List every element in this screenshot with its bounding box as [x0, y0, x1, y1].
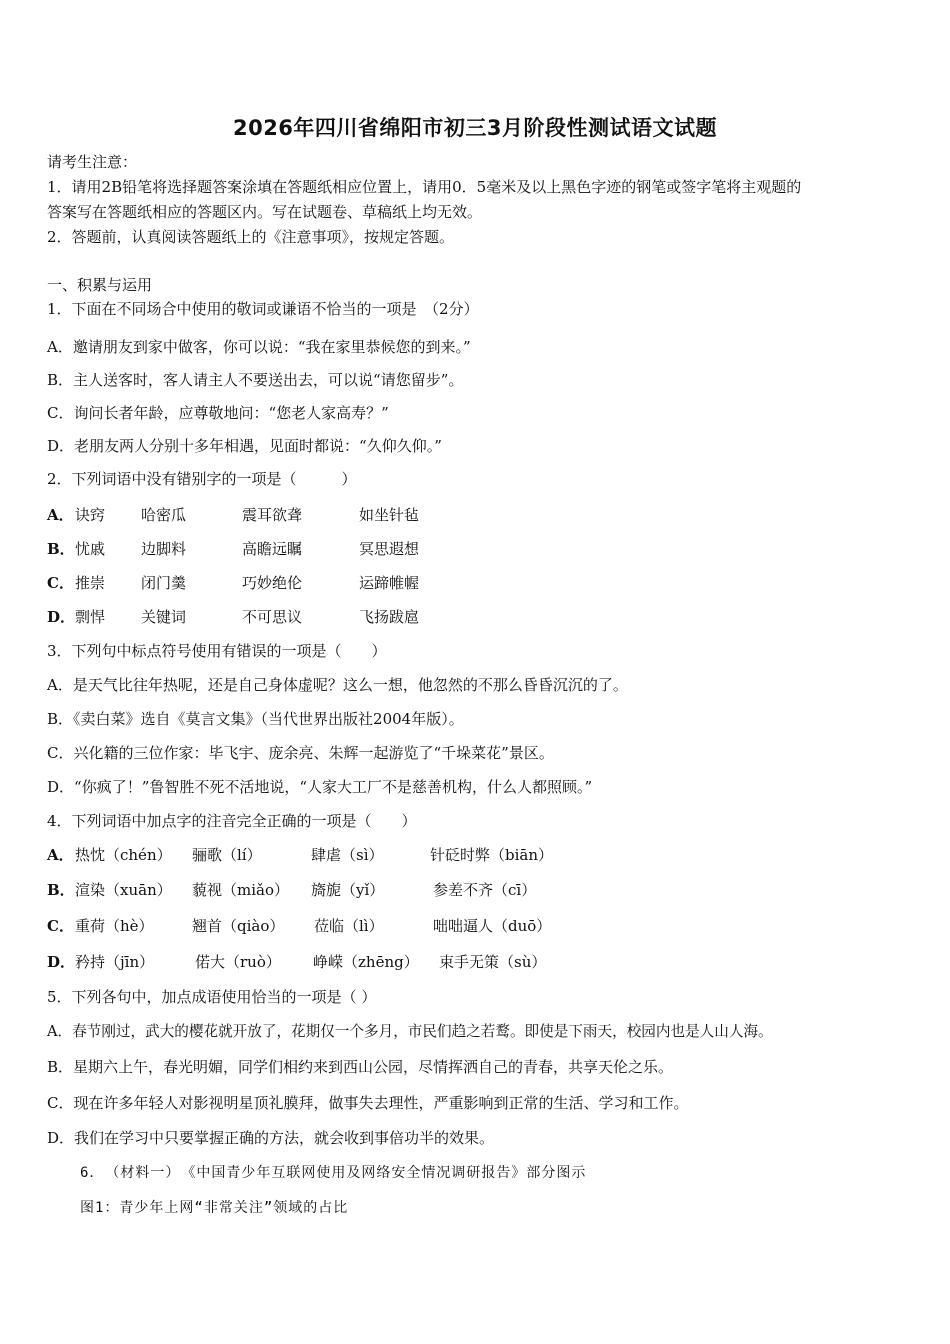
- q3-option-b: B．《卖白菜》选自《莫言文集》（当代世界出版社2004年版）。: [47, 710, 464, 728]
- q5-option-c: C．现在许多年轻人对影视明星顶礼膜拜，做事失去理性，严重影响到正常的生活、学习和工作。: [47, 1094, 689, 1112]
- q2-row-c-word-3: 巧妙绝伦: [242, 574, 303, 592]
- q4-row-d-word-4: 束手无策（sù）: [439, 953, 547, 971]
- q4-row-b-word-4: 参差不齐（cī）: [433, 881, 537, 899]
- q4-row-c-label: C．: [47, 917, 74, 935]
- q4-row-b-word-1: 渲染（xuān）: [75, 881, 172, 899]
- q1-stem: 1．下面在不同场合中使用的敬词或谦语不恰当的一项是 （2分）: [47, 300, 479, 318]
- page-title: 2026年四川省绵阳市初三3月阶段性测试语文试题: [232, 116, 718, 140]
- q2-row-d-word-4: 飞扬跋扈: [359, 608, 420, 626]
- q4-row-d-word-1: 矜持（jīn）: [75, 953, 155, 971]
- q3-stem: 3．下列句中标点符号使用有错误的一项是（ ）: [47, 642, 387, 660]
- q1-option-d: D．老朋友两人分别十多年相遇，见面时都说：“久仰久仰。”: [47, 437, 442, 455]
- q2-row-d-word-3: 不可思议: [242, 608, 303, 626]
- q4-row-a-word-2: 骊歌（lí）: [192, 846, 262, 864]
- q4-row-d-word-2: 偌大（ruò）: [195, 953, 281, 971]
- q4-row-c-word-2: 翘首（qiào）: [192, 917, 285, 935]
- q4-row-c-word-4: 咄咄逼人（duō）: [433, 917, 552, 935]
- q2-row-d-word-1: 剽悍: [75, 608, 106, 626]
- q1-option-c: C．询问长者年龄，应尊敬地问：“您老人家高寿？”: [47, 404, 389, 422]
- notice-line-1a: 1．请用2B铅笔将选择题答案涂填在答题纸相应位置上，请用0．5毫米及以上黑色字迹的钢笔或签字笔将主观题的: [47, 178, 802, 196]
- section-heading: 一、积累与运用: [47, 276, 153, 294]
- q2-row-b-word-3: 高瞻远瞩: [242, 540, 303, 558]
- q2-row-a-label: A．: [47, 506, 74, 524]
- q4-row-b-label: B．: [47, 881, 75, 899]
- q2-row-c-word-4: 运蹄帷幄: [359, 574, 420, 592]
- q1-option-a: A．邀请朋友到家中做客，你可以说：“我在家里恭候您的到来。”: [47, 338, 471, 356]
- q2-row-a-word-3: 震耳欲聋: [242, 506, 303, 524]
- q2-row-a-word-4: 如坐针毡: [359, 506, 420, 524]
- q2-row-a-word-2: 哈密瓜: [141, 506, 187, 524]
- q4-row-c-word-3: 莅临（lì）: [314, 917, 384, 935]
- q3-option-c: C．兴化籍的三位作家：毕飞宇、庞余亮、朱辉一起游览了“千垛菜花”景区。: [47, 744, 554, 762]
- q2-row-a-word-1: 诀窍: [75, 506, 106, 524]
- notice-line-2: 2．答题前，认真阅读答题纸上的《注意事项》，按规定答题。: [47, 228, 455, 246]
- q2-row-b-word-1: 忧戚: [75, 540, 106, 558]
- q5-option-d: D．我们在学习中只要掌握正确的方法，就会收到事倍功半的效果。: [47, 1129, 495, 1147]
- q4-row-a-word-1: 热忱（chén）: [75, 846, 172, 864]
- q3-option-a: A．是天气比往年热呢，还是自己身体虚呢？这么一想，他忽然的不那么昏昏沉沉的了。: [47, 676, 628, 694]
- q6-stem: 6． （材料一） 《中国青少年互联网使用及网络安全情况调研报告》部分图示: [80, 1165, 587, 1181]
- q5-stem: 5．下列各句中，加点成语使用恰当的一项是（ ）: [47, 988, 377, 1006]
- q2-row-b-label: B．: [47, 540, 75, 558]
- q4-row-a-word-4: 针砭时弊（biān）: [430, 846, 554, 864]
- q2-row-c-label: C．: [47, 574, 74, 592]
- notice-heading: 请考生注意：: [47, 153, 138, 171]
- q4-row-c-word-1: 重荷（hè）: [75, 917, 154, 935]
- q2-row-c-word-2: 闭门羹: [141, 574, 187, 592]
- q2-stem: 2．下列词语中没有错别字的一项是（ ）: [47, 470, 357, 488]
- q2-row-c-word-1: 推崇: [75, 574, 106, 592]
- notice-line-1b: 答案写在答题纸相应的答题区内。写在试题卷、草稿纸上均无效。: [47, 203, 483, 221]
- q4-row-b-word-3: 旖旎（yǐ）: [311, 881, 385, 899]
- q6-figure-caption: 图1：青少年上网“非常关注”领域的占比: [80, 1200, 349, 1216]
- q3-option-d: D．“你疯了！”鲁智胜不死不活地说，“人家大工厂不是慈善机构，什么人都照顾。”: [47, 778, 593, 796]
- q4-row-a-word-3: 肆虐（sì）: [311, 846, 384, 864]
- q2-row-b-word-4: 冥思遐想: [359, 540, 420, 558]
- q4-row-b-word-2: 藐视（miǎo）: [192, 881, 289, 899]
- q2-row-d-label: D．: [47, 608, 76, 626]
- q4-row-d-word-3: 峥嵘（zhēng）: [313, 953, 419, 971]
- q5-option-a: A．春节刚过，武大的樱花就开放了，花期仅一个多月，市民们趋之若鹜。即使是下雨天，校园内也是人山人海。: [47, 1023, 773, 1040]
- q1-option-b: B．主人送客时，客人请主人不要送出去，可以说“请您留步”。: [47, 371, 464, 389]
- q4-row-d-label: D．: [47, 953, 76, 971]
- q4-row-a-label: A．: [47, 846, 74, 864]
- q5-option-b: B．星期六上午，春光明媚，同学们相约来到西山公园，尽情挥洒自己的青春，共享天伦之乐。: [47, 1058, 674, 1076]
- q2-row-b-word-2: 边脚料: [141, 540, 187, 558]
- q2-row-d-word-2: 关键词: [141, 608, 187, 626]
- q4-stem: 4．下列词语中加点字的注音完全正确的一项是（ ）: [47, 812, 417, 830]
